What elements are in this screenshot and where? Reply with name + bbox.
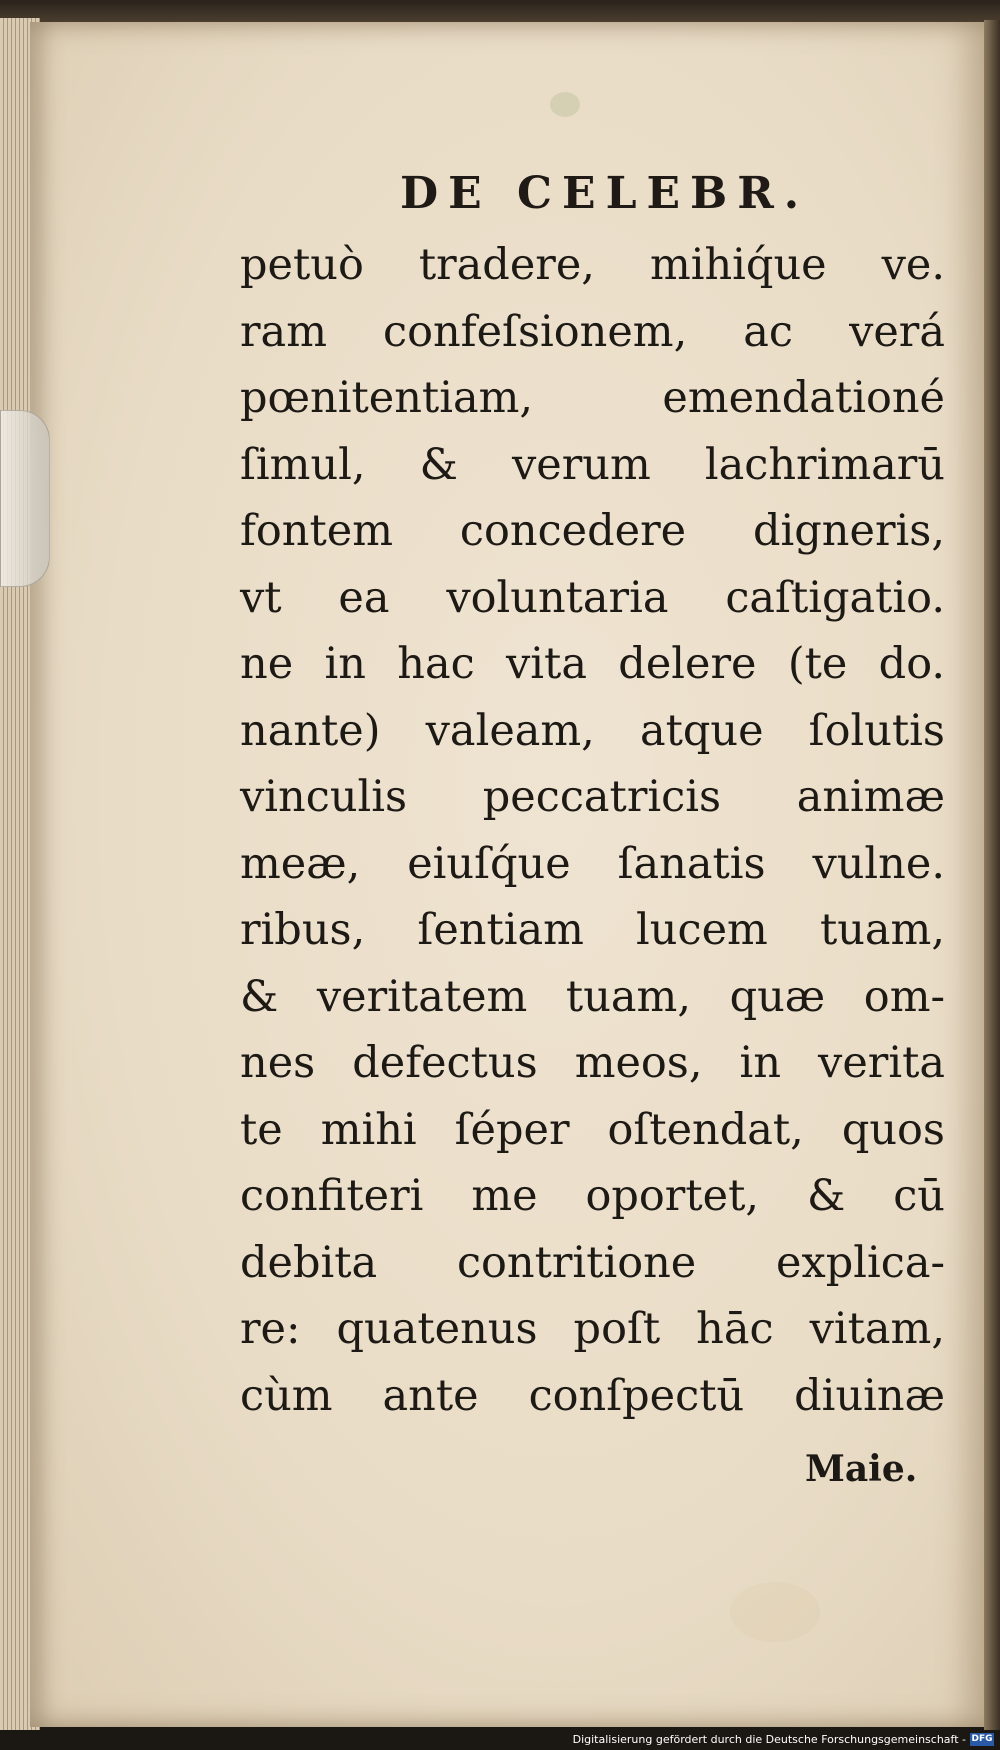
text-line: fontem concedere digneris, [240, 506, 945, 556]
text-line: re: quatenus poſt hāc vitam, [240, 1304, 945, 1354]
page-stain [550, 92, 580, 117]
text-line: ſimul, & verum lachrimarū [240, 439, 945, 490]
book-binding-edge [0, 0, 1000, 22]
text-line: confiteri me oportet, & cū [240, 1171, 945, 1221]
right-page-edge [984, 20, 1000, 1730]
text-line: pœnitentiam, emendationé [240, 373, 945, 423]
text-line: nante) valeam, atque ſolutis [240, 705, 945, 756]
text-line: te mihi ſéper oſtendat, quos [240, 1104, 945, 1155]
catchword: Maie. [805, 1448, 918, 1490]
dfg-logo: DFG [971, 1734, 993, 1744]
text-line: petuò tradere, mihiq́ue ve. [240, 240, 945, 290]
text-line: meæ, eiuſq́ue ſanatis vulne. [240, 838, 945, 889]
digitization-credit: Digitalisierung gefördert durch die Deutsche Forschungsgemeinschaft - [572, 1733, 966, 1746]
bookmark-clip [0, 410, 50, 587]
text-line: ne in hac vita delere (te do. [240, 639, 945, 689]
text-block [240, 232, 945, 1429]
text-line: & veritatem tuam, quæ om- [240, 971, 945, 1022]
page-stain [730, 1582, 820, 1642]
running-head: DE CELEBR. [400, 168, 810, 219]
text-line: ribus, ſentiam lucem tuam, [240, 905, 945, 955]
text-line: nes defectus meos, in verita [240, 1038, 945, 1088]
text-line: ram confeſsionem, ac verá [240, 306, 945, 357]
text-line: vt ea voluntaria caſtigatio. [240, 572, 945, 623]
text-line: debita contritione explica- [240, 1237, 945, 1288]
text-line: vinculis peccatricis animæ [240, 772, 945, 822]
text-line: cùm ante conſpectū diuinæ [240, 1370, 945, 1421]
